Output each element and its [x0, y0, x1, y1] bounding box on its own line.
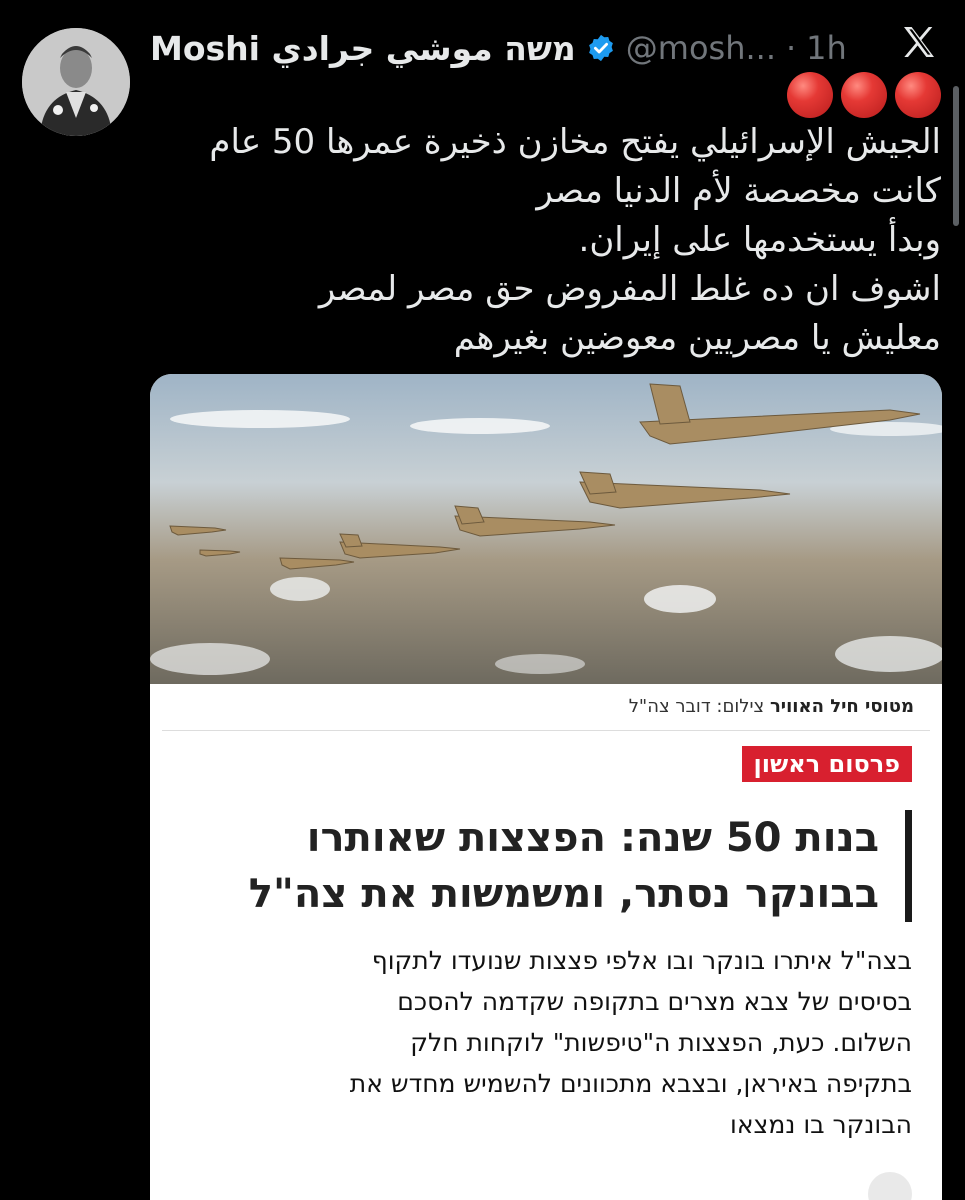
- handle[interactable]: @mosh...: [625, 29, 776, 67]
- article-headline: [249, 810, 912, 922]
- x-logo-icon[interactable]: [899, 22, 939, 62]
- exclusive-badge: פרסום ראשון: [742, 746, 912, 782]
- tweet-text-line: كانت مخصصة لأم الدنيا مصر: [536, 171, 941, 211]
- tweet-text-line: اشوف ان ده غلط المفروض حق مصر لمصر: [318, 269, 941, 309]
- photo-caption: [629, 696, 914, 717]
- tweet-text: [161, 118, 941, 363]
- scrollbar[interactable]: [953, 86, 959, 226]
- red-circle-emoji: [895, 72, 941, 118]
- share-icon[interactable]: [868, 1172, 912, 1200]
- separator-dot: ·: [786, 29, 797, 67]
- embedded-article-image[interactable]: [150, 374, 942, 1200]
- headline-line: בבונקר נסתר, ומשמשות את צה"ל: [248, 871, 879, 917]
- article-body: [172, 940, 912, 1145]
- body-line: בתקיפה באיראן, ובצבא מתכוונים להשמיש מחדש את: [349, 1069, 912, 1098]
- article-photo: [150, 374, 942, 684]
- red-circle-emoji: [787, 72, 833, 118]
- body-line: בצה"ל איתרו בונקר ובו אלפי פצצות שנועדו לתקוף: [371, 946, 912, 975]
- divider: [162, 730, 930, 731]
- body-line: השלום. כעת, הפצצות ה"טיפשות" לוקחות חלק: [410, 1028, 912, 1057]
- body-line: הבונקר בו נמצאו: [730, 1110, 912, 1139]
- verified-badge-icon: [586, 33, 616, 63]
- red-circle-emoji: [841, 72, 887, 118]
- display-name[interactable]: Moshi משה موشي جرادي: [150, 28, 576, 68]
- tweet-text-line: معليش يا مصريين معوضين بغيرهم: [453, 318, 941, 358]
- tweet-text-line: الجيش الإسرائيلي يفتح مخازن ذخيرة عمرها 50 عام: [209, 122, 941, 162]
- body-line: בסיסים של צבא מצרים בתקופה שקדמה להסכם: [397, 987, 912, 1016]
- tweet-text-line: وبدأ يستخدمها على إيران.: [578, 220, 941, 260]
- caption-credit: צילום: דובר צה"ל: [628, 696, 765, 717]
- emoji-row: [787, 72, 941, 118]
- headline-line: בנות 50 שנה: הפצצות שאותרו: [306, 815, 879, 861]
- timestamp[interactable]: 1h: [806, 29, 847, 67]
- avatar[interactable]: [22, 28, 130, 136]
- caption-title: מטוסי חיל האוויר: [769, 696, 914, 717]
- tweet-header: [150, 26, 847, 70]
